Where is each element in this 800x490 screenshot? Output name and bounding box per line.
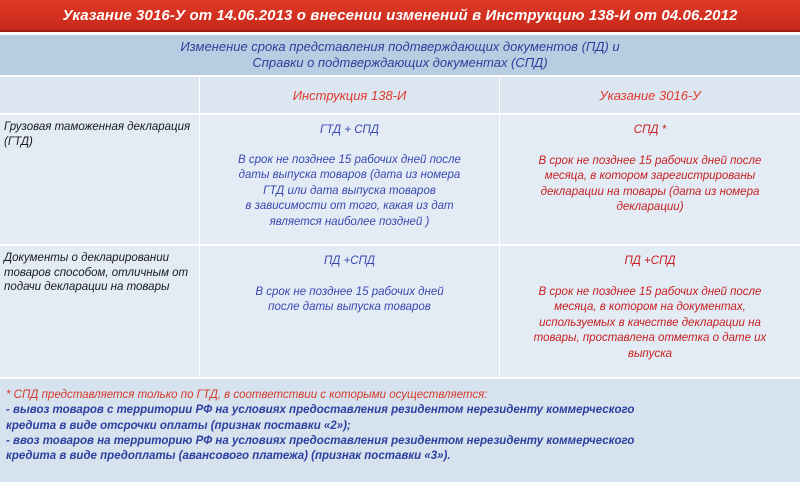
footnote-line: кредита в виде предоплаты (авансового платежа) (признак поставки «3»). — [6, 450, 451, 463]
directive-cell-line: товары, проставлена отметка о дате их — [533, 332, 767, 344]
footnote-asterisk-note: * СПД представляется только по ГТД, в соответствии с которыми осуществляется: — [6, 389, 488, 401]
subtitle-line-1: Изменение срока представления подтверждающих документов (ПД) и — [180, 39, 620, 54]
directive-cell-line: В срок не позднее 15 рабочих дней после — [538, 285, 762, 298]
instruction-cell-line: ГТД или дата выпуска товаров — [263, 184, 436, 197]
column-header-row — [0, 77, 800, 113]
instruction-cell-line: В срок не позднее 15 рабочих дней после — [238, 153, 461, 166]
footnote-line: кредита в виде отсрочки оплаты (признак поставки «2»); — [6, 419, 351, 432]
table-row — [0, 114, 800, 244]
instruction-cell-line: является наиболее поздней ) — [269, 215, 430, 228]
directive-cell-head: ПД +СПД — [624, 255, 676, 267]
instruction-cell-line: даты выпуска товаров (дата из номера — [238, 169, 461, 181]
instruction-cell — [200, 115, 500, 244]
directive-cell-line: выпуска — [627, 347, 673, 360]
directive-cell-line: декларации) — [616, 201, 684, 213]
directive-cell-line: декларации на товары (дата из номера — [540, 185, 760, 198]
footnote-block — [0, 378, 800, 482]
footnote-line: - ввоз товаров на территорию РФ на условиях предоставления резидентом нерезиденту коммерческого — [6, 434, 635, 447]
column-header-empty — [0, 77, 200, 113]
page-title: Указание 3016-У от 14.06.2013 о внесении изменений в Инструкцию 138-И от 04.06.2012 — [62, 6, 738, 24]
directive-cell-line: месяца, в котором на документах, — [554, 301, 746, 313]
instruction-cell-line: в зависимости от того, какая из дат — [245, 200, 454, 212]
instruction-cell-line: после даты выпуска товаров — [268, 301, 431, 313]
table-row — [0, 245, 800, 377]
row-label: Документы о декларировании товаров способом, отличным от подачи декларации на товары — [0, 246, 200, 377]
directive-cell — [500, 246, 800, 377]
directive-cell-line: В срок не позднее 15 рабочих дней после — [538, 154, 762, 167]
column-header-directive: Указание 3016-У — [599, 87, 701, 103]
instruction-cell-line: В срок не позднее 15 рабочих дней — [255, 285, 444, 298]
directive-cell-line: используемых в качестве декларации на — [539, 316, 761, 329]
instruction-cell-head: ГТД + СПД — [320, 124, 379, 136]
directive-cell-head: СПД * — [633, 124, 667, 136]
title-banner — [0, 0, 800, 32]
bottom-margin — [0, 482, 800, 490]
instruction-cell-head: ПД +СПД — [323, 255, 376, 267]
directive-cell — [500, 115, 800, 244]
subtitle-line-2: Справки о подтверждающих документах (СПД) — [252, 55, 548, 70]
column-header-instruction: Инструкция 138-И — [200, 77, 500, 113]
directive-cell-line: месяца, в котором зарегистрированы — [544, 170, 756, 182]
instruction-cell — [200, 246, 500, 377]
subtitle-row — [0, 34, 800, 76]
footnote-line: - вывоз товаров с территории РФ на условиях предоставления резидентом нерезиденту коммерческого — [6, 404, 635, 417]
row-label: Грузовая таможенная декларация (ГТД) — [0, 115, 200, 244]
